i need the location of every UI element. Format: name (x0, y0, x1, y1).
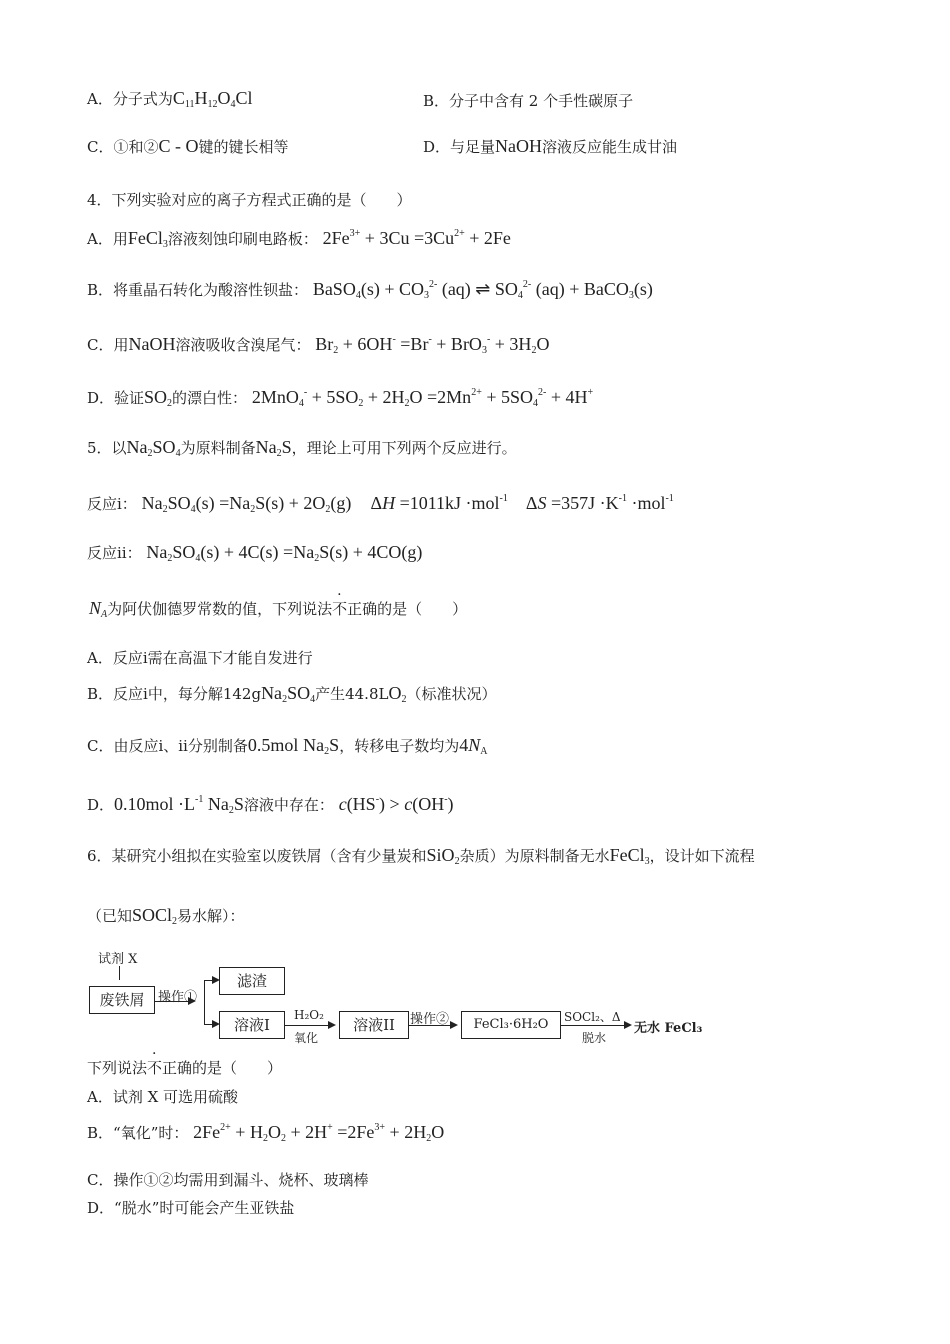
q3-option-d: D．与足量NaOH溶液反应能生成甘油 (423, 136, 678, 156)
box-solution-2: 溶液II (339, 1011, 409, 1039)
product-label: 无水 FeCl₃ (634, 1021, 703, 1036)
op2-label: 操作② (410, 1012, 450, 1027)
dehydration-reagent-label: SOCl₂、Δ (564, 1010, 621, 1024)
op1-label: 操作① (158, 990, 198, 1005)
box-scrap-iron: 废铁屑 (89, 986, 155, 1014)
q6-option-a: A．试剂 X 可选用硫酸 (87, 1088, 239, 1106)
arrow (204, 980, 218, 981)
q5-na-statement: $N_A$为阿伏伽德罗常数的值，下列说法不正确的是（ ） (89, 598, 468, 620)
q5-reaction-2: 反应ⅱ： $Na_2SO_4(s) + 4C(s) =Na_2S(s) + 4CO(g)$ (87, 542, 423, 564)
q5-stem: 5．以$Na_2SO_4$为原料制备$Na_2S$，理论上可用下列两个反应进行。 (87, 437, 517, 459)
process-flow-diagram (88, 948, 712, 1052)
arrow (204, 1024, 218, 1025)
q5-reaction-1: 反应ⅰ： $Na_2SO_4(s) =Na_2S(s) + 2O_2(g)$ ΔH =1011kJ ·mol$^{-1}$ $\Delta S =357J \cdot K^{-1} \cdot mol^{-1}$ (87, 493, 674, 515)
oxidize-label: 氧化 (294, 1031, 319, 1045)
equation: $2Fe^{3+} + 3Cu =3Cu^{2+} + 2Fe$ (322, 228, 511, 248)
box-solution-1: 溶液I (219, 1011, 285, 1039)
q4-option-c: C．用NaOH溶液吸收含溴尾气： $Br_2 + 6OH^- =Br^- + BrO_3^- + 3H_2O$ (87, 334, 550, 356)
q4-option-a: A．用FeCl$_3$溶液刻蚀印刷电路板： $2Fe^{3+} + 3Cu =3Cu^{2+} + 2Fe$ (87, 228, 511, 250)
branch-line (204, 980, 205, 1024)
box-residue: 滤渣 (219, 967, 285, 995)
equation: $Br_2 + 6OH^- =Br^- + BrO_3^- + 3H_2O$ (315, 334, 550, 356)
formula: $C_{11}H_{12}O_4Cl$ (172, 88, 253, 110)
box-hydrate: FeCl₃·6H₂O (461, 1011, 561, 1039)
dehydration-label: 脱水 (582, 1031, 607, 1045)
arrow-down (119, 966, 120, 980)
q4-option-b: B．将重晶石转化为酸溶性钡盐： BaSO$_4$(s) + $CO_3^{2-}$ (aq) ⇌ $SO_4^{2-}$ (aq) + BaCO$_3$(s) (87, 279, 653, 301)
arrow (560, 1025, 630, 1026)
q5-option-b: B．反应ⅰ中，每分解$142gNa_2SO_4$产生$44.8LO_2$（标准状况） (87, 683, 497, 705)
q4-option-d: D．验证$SO_2$的漂白性： $2MnO_4^- + 5SO_2 + 2H_2O =2Mn^{2+} + 5SO_4^{2-} + 4H^+$ (87, 387, 594, 409)
q6-note: （已知SOCl$_2$易水解）： (87, 905, 245, 927)
oxidant-label: H₂O₂ (294, 1008, 324, 1022)
arrow (284, 1025, 334, 1026)
q3-option-c: C．①和②C - O键的键长相等 (87, 136, 289, 156)
q6-option-c: C．操作①②均需用到漏斗、烧杯、玻璃棒 (87, 1171, 369, 1189)
q6-option-d: D．“脱水”时可能会产生亚铁盐 (87, 1199, 295, 1217)
q4-stem: 4．下列实验对应的离子方程式正确的是（ ） (87, 191, 412, 209)
q5-option-a: A．反应ⅰ需在高温下才能自发进行 (87, 649, 313, 667)
q3-option-a: A．分子式为$C_{11}H_{12}O_4Cl$ (87, 88, 253, 110)
q6-ask: 下列说法不正确的是（ ） (87, 1059, 283, 1077)
equation: $2MnO_4^- + 5SO_2 + 2H_2O =2Mn^{2+} + 5SO_4^{2-} + 4H^+$ (251, 387, 594, 409)
q6-stem: 6．某研究小组拟在实验室以废铁屑（含有少量炭和SiO$_2$杂质）为原料制备无水FeCl$_3$，设计如下流程 (87, 845, 755, 867)
equation: BaSO$_4$(s) + $CO_3^{2-}$ (aq) ⇌ $SO_4^{2-}$ (aq) + BaCO$_3$(s) (312, 279, 653, 301)
q6-option-b: B．“氧化”时： $2Fe^{2+} + H_2O_2 + 2H^+ =2Fe^{3+} + 2H_2O$ (87, 1122, 445, 1144)
equation: $2Fe^{2+} + H_2O_2 + 2H^+ =2Fe^{3+} + 2H_2O$ (193, 1122, 445, 1144)
q5-option-d: D．$0.10mol \cdot L^{-1}$ $Na_2S$溶液中存在： c(HS-) > c(OH-) (87, 794, 454, 816)
q5-option-c: C．由反应ⅰ、ⅱ分别制备0.5mol $Na_2S$，转移电子数均为$4N_A$ (87, 735, 488, 757)
q3-option-b: B．分子中含有 2 个手性碳原子 (423, 92, 634, 110)
reagent-x-label: 试剂 X (98, 952, 138, 967)
emphasis-dots: 不正确 (332, 600, 378, 618)
